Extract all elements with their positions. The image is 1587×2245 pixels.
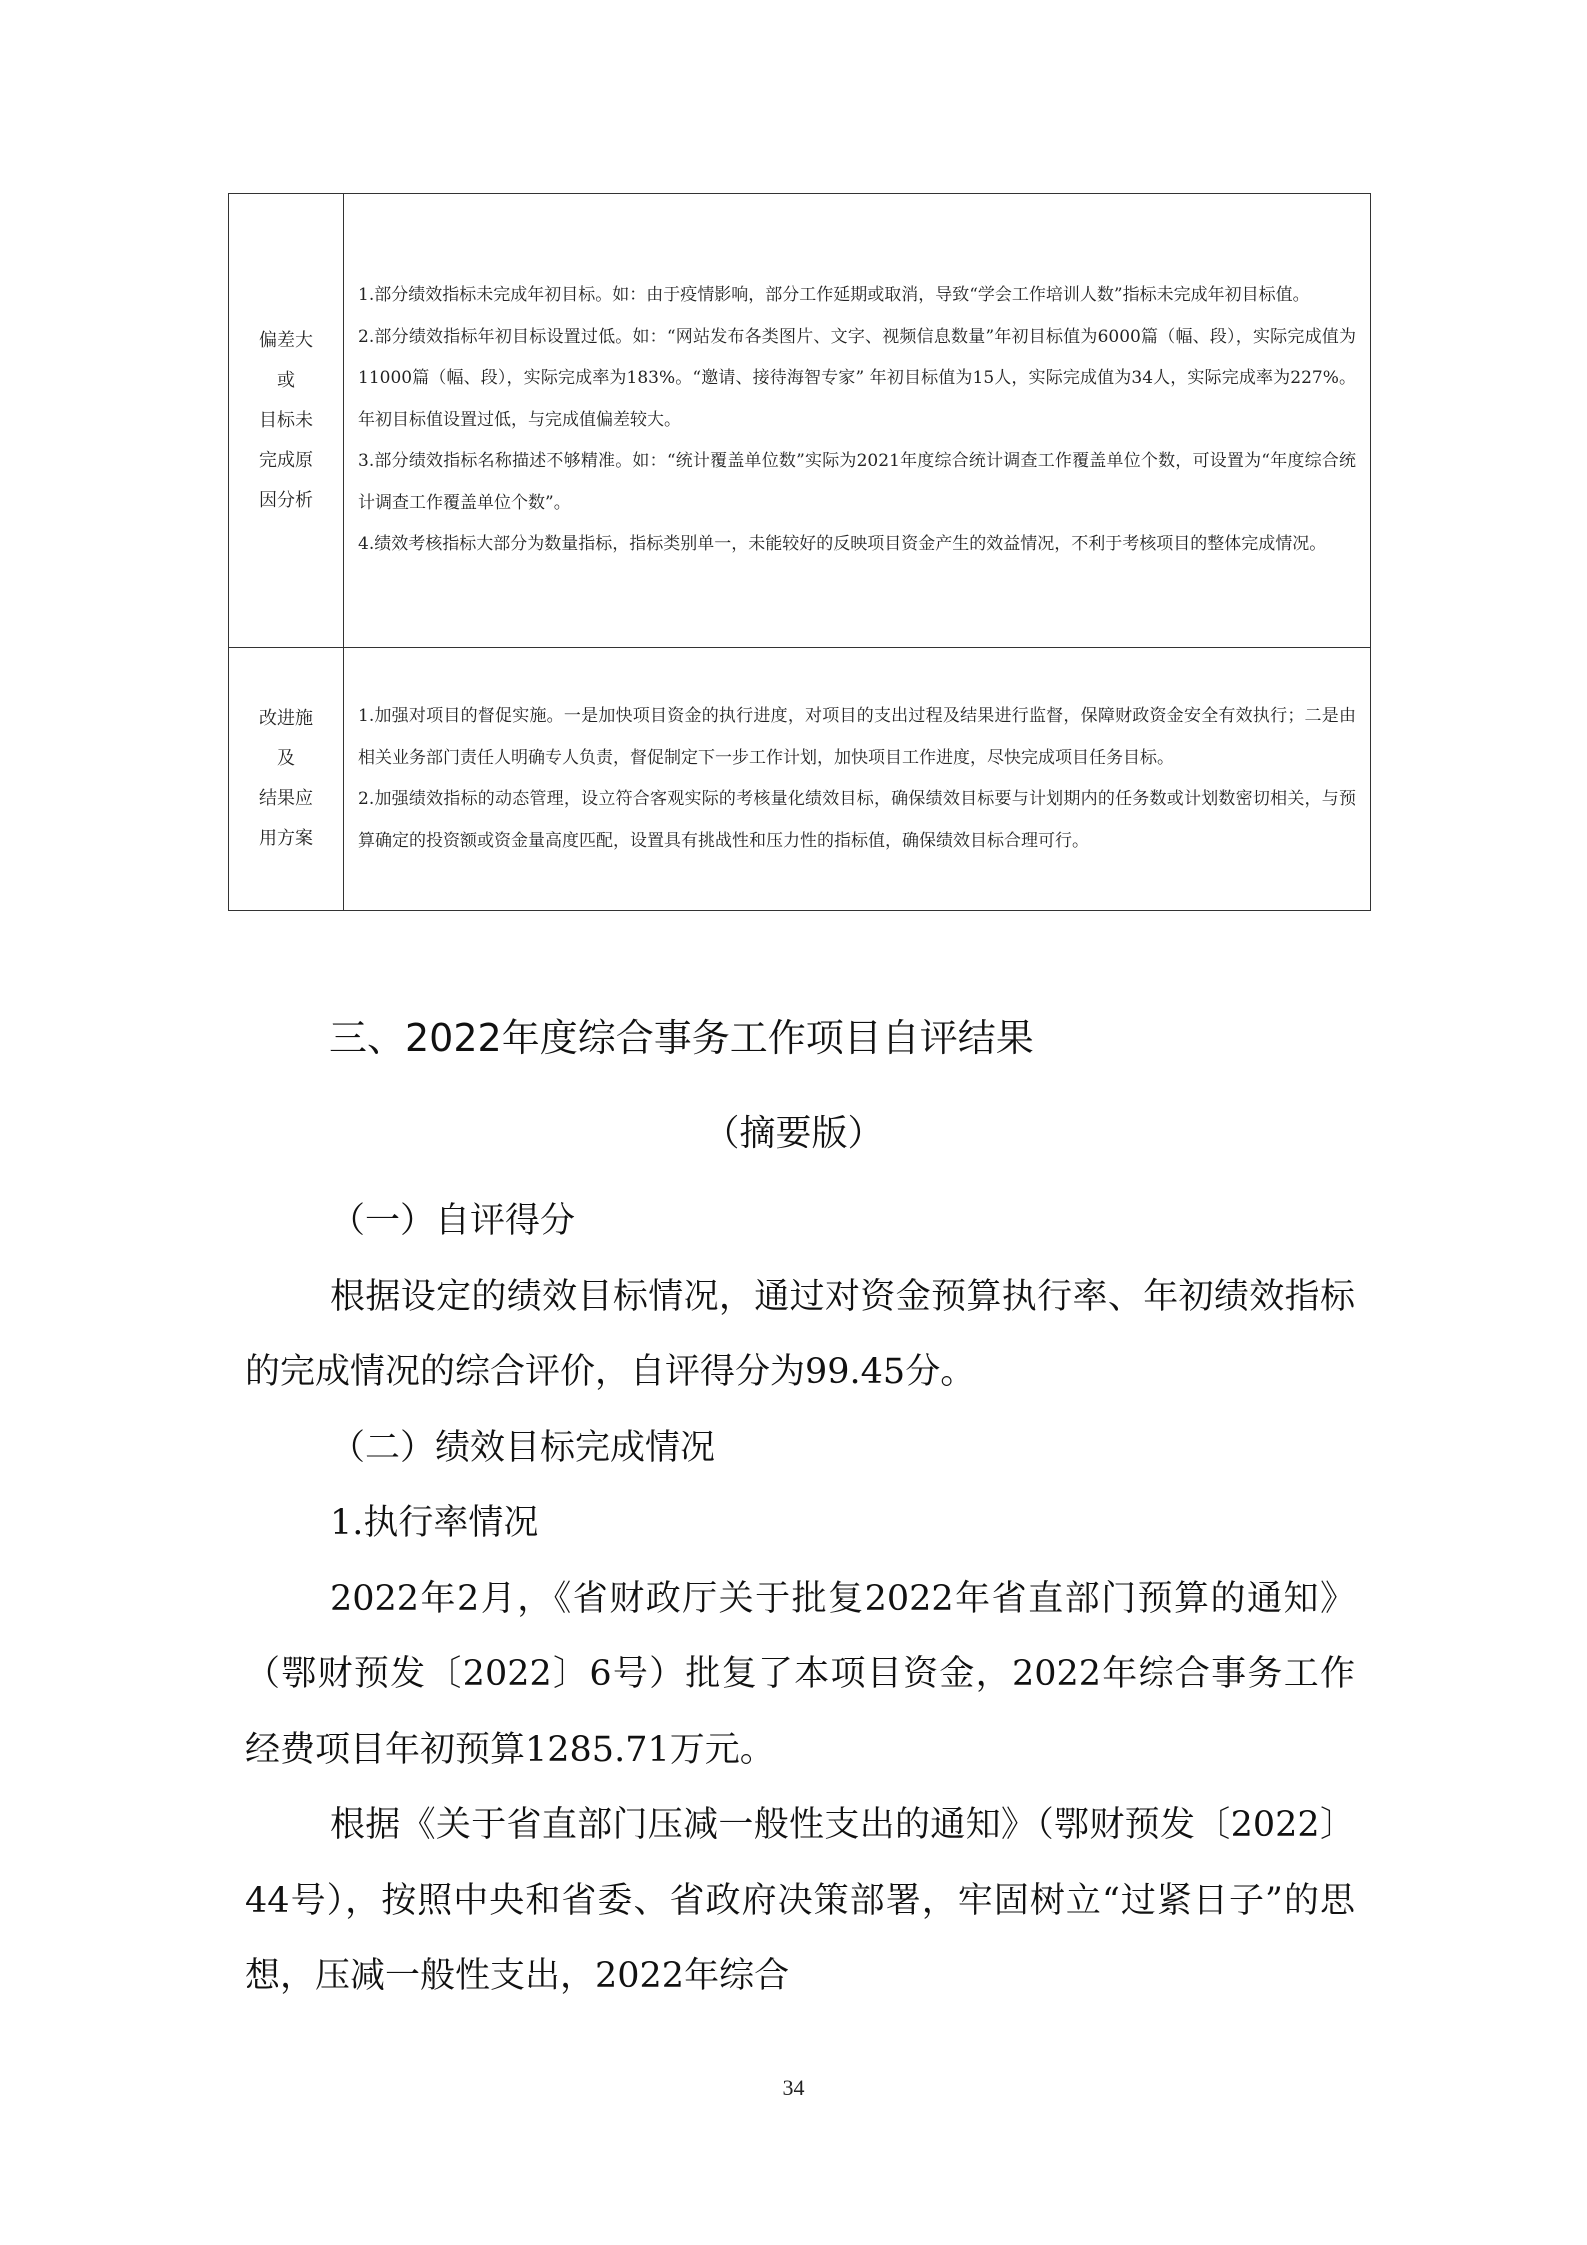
label-line: 或 <box>277 369 295 391</box>
content-paragraph: 1.加强对项目的督促实施。一是加快项目资金的执行进度，对项目的支出过程及结果进行监督，保障财政资金安全有效执行；二是由相关业务部门责任人明确专人负责，督促制定下一步工作计划，加快项目工作进度，尽快完成项目任务目标。 <box>358 706 1356 768</box>
table-row <box>229 194 1371 648</box>
row-content-improvement-plan <box>344 648 1371 911</box>
body-paragraph: 2022年2月，《省财政厅关于批复2022年省直部门预算的通知》（鄂财预发〔2022〕6号）批复了本项目资金，2022年综合事务工作经费项目年初预算1285.71万元。 <box>245 1578 1355 1770</box>
label-line: 及 <box>277 748 295 769</box>
page-number: 34 <box>782 2075 805 2100</box>
subsection-title-goals: （二）绩效目标完成情况 <box>330 1427 716 1468</box>
content-paragraph: 4.绩效考核指标大部分为数量指标，指标类别单一，未能较好的反映项目资金产生的效益情况，不利于考核项目的整体完成情况。 <box>358 534 1327 555</box>
content-paragraph: 1.部分绩效指标未完成年初目标。如：由于疫情影响，部分工作延期或取消，导致“学会工作培训人数”指标未完成年初目标值。 <box>358 285 1310 306</box>
content-paragraph: 2.部分绩效指标年初目标设置过低。如：“网站发布各类图片、文字、视频信息数量”年初目标值为6000篇（幅、段），实际完成值为11000篇（幅、段），实际完成率为183%。“邀请、接待海智专家” 年初目标值为15人，实际完成值为34人，实际完成率为227%。年初目标值设置过低，与完成值偏差较大。 <box>358 326 1356 430</box>
content-paragraph: 2.加强绩效指标的动态管理，设立符合客观实际的考核量化绩效目标，确保绩效目标要与计划期内的任务数或计划数密切相关，与预算确定的投资额或资金量高度匹配，设置具有挑战性和压力性的指标值，确保绩效目标合理可行。 <box>358 789 1356 851</box>
table-row <box>229 648 1371 911</box>
label-line: 结果应 <box>259 788 313 809</box>
body-text <box>245 1184 1355 2015</box>
label-line: 改进施 <box>259 708 313 729</box>
content-paragraph: 3.部分绩效指标名称描述不够精准。如：“统计覆盖单位数”实际为2021年度综合统计调查工作覆盖单位个数，可设置为“年度综合统计调查工作覆盖单位个数”。 <box>358 451 1356 513</box>
label-line: 偏差大 <box>259 329 313 351</box>
label-line: 用方案 <box>259 828 313 849</box>
section-heading: 三、2022年度综合事务工作项目自评结果 <box>329 1016 1034 1060</box>
label-line: 目标未 <box>259 409 313 431</box>
body-paragraph: 根据设定的绩效目标情况，通过对资金预算执行率、年初绩效指标的完成情况的综合评价，自评得分为99.45分。 <box>245 1276 1355 1392</box>
row-label-improvement-plan <box>229 648 344 911</box>
subsection-title-score: （一）自评得分 <box>330 1201 576 1241</box>
item-title-execution-rate: 1.执行率情况 <box>330 1503 539 1543</box>
label-line: 因分析 <box>259 489 313 511</box>
body-paragraph: 根据《关于省直部门压减一般性支出的通知》（鄂财预发〔2022〕44号），按照中央和省委、省政府决策部署，牢固树立“过紧日子”的思想，压减一般性支出，2022年综合 <box>245 1805 1355 1996</box>
section-subheading: （摘要版） <box>703 1113 884 1154</box>
label-line: 完成原 <box>259 449 313 471</box>
row-content-deviation-analysis <box>344 194 1371 648</box>
analysis-table <box>228 193 1371 911</box>
row-label-deviation-analysis <box>229 194 344 648</box>
